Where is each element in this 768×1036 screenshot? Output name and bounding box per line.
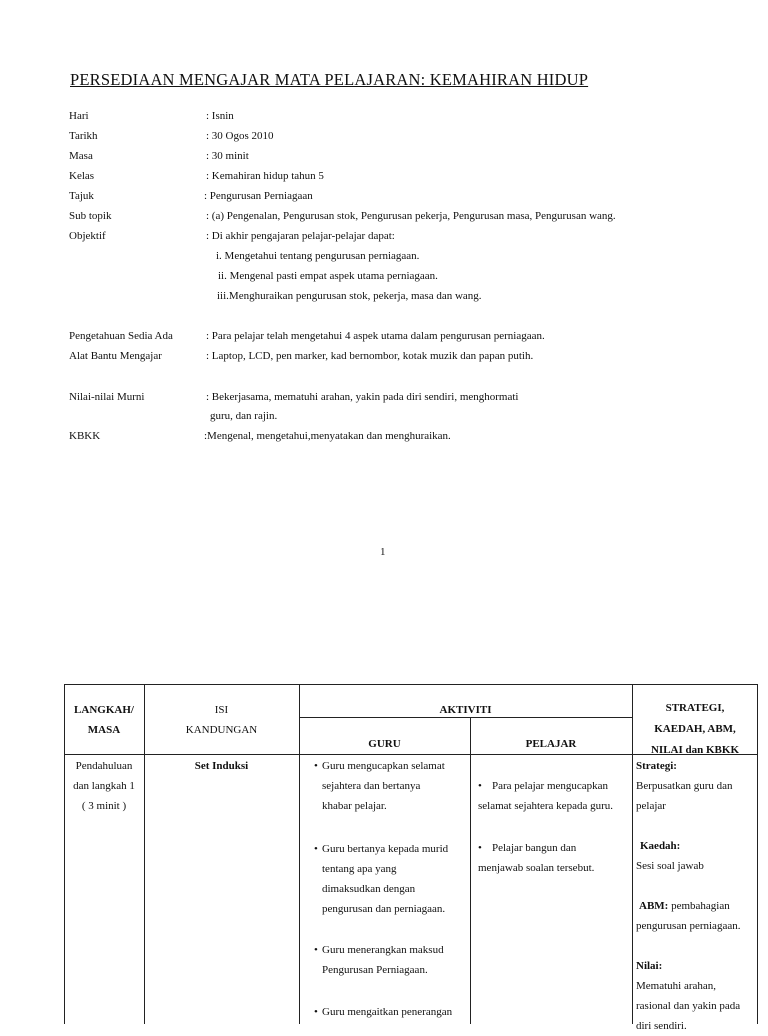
- objective-item: iii.Menghuraikan pengurusan stok, pekerja, masa dan wang.: [217, 290, 482, 302]
- info-row-kelas: [69, 170, 759, 186]
- info-label: Kelas: [69, 170, 95, 182]
- cell-isi: Set Induksi: [194, 760, 249, 772]
- info-value: : Bekerjasama, mematuhi arahan, yakin pada diri sendiri, menghormati: [206, 391, 519, 403]
- lesson-plan-table: [64, 684, 758, 1032]
- bullet-text: Pengurusan Perniagaan.: [322, 964, 428, 976]
- guru-bullet: [314, 839, 469, 919]
- abm-text: pengurusan perniagaan.: [636, 920, 741, 932]
- info-label: KBKK: [69, 430, 101, 442]
- kaedah-label: Kaedah:: [640, 840, 681, 852]
- bullet-text: tentang apa yang: [322, 863, 397, 875]
- cell-langkah: [64, 756, 144, 816]
- header-guru: GURU: [368, 738, 401, 750]
- bullet-text: Guru mengucapkan selamat: [322, 760, 445, 772]
- table-divider: [470, 717, 471, 1024]
- nilai-text: diri sendiri.: [636, 1020, 687, 1032]
- header-langkah: [64, 700, 144, 740]
- document-title: PERSEDIAAN MENGAJAR MATA PELAJARAN: KEMAHIRAN HIDUP: [70, 70, 589, 89]
- info-row-subtopik: [69, 210, 759, 226]
- header-text: KAEDAH, ABM,: [654, 723, 736, 735]
- info-row-pengetahuan: [69, 330, 759, 346]
- bullet-icon: •: [314, 843, 318, 855]
- kaedah-text: Sesi soal jawab: [636, 860, 704, 872]
- info-value: : 30 Ogos 2010: [206, 130, 274, 142]
- info-value: : Pengurusan Perniagaan: [204, 190, 313, 202]
- info-value: : (a) Pengenalan, Pengurusan stok, Pengurusan pekerja, Pengurusan masa, Pengurusan wang.: [206, 210, 616, 222]
- cell-strategi: [636, 756, 756, 1036]
- header-text: NILAI dan KBKK: [650, 744, 740, 756]
- bullet-text: dimaksudkan dengan: [322, 883, 416, 895]
- guru-bullet: [314, 940, 469, 980]
- bullet-text: Pelajar bangun dan: [492, 842, 577, 854]
- info-row-hari: [69, 110, 759, 126]
- header-text: ISI: [214, 704, 229, 716]
- info-value: : Kemahiran hidup tahun 5: [206, 170, 324, 182]
- strategi-text: Berpusatkan guru dan: [636, 780, 733, 792]
- abm-text: pembahagian: [668, 900, 730, 912]
- info-label: Sub topik: [69, 210, 112, 222]
- header-text: MASA: [87, 724, 121, 736]
- info-label: Tajuk: [69, 190, 94, 202]
- bullet-icon: •: [314, 1006, 318, 1018]
- info-value: : Laptop, LCD, pen marker, kad bernombor, kotak muzik dan papan putih.: [206, 350, 534, 362]
- objective-item: i. Mengetahui tentang pengurusan perniagaan.: [216, 250, 420, 262]
- bullet-text: Guru bertanya kepada murid: [322, 843, 449, 855]
- info-row-tajuk: [69, 190, 759, 206]
- bullet-text: Guru mengaitkan penerangan: [322, 1006, 453, 1018]
- bullet-text: sejahtera dan bertanya: [322, 780, 421, 792]
- info-value: : Para pelajar telah mengetahui 4 aspek utama dalam pengurusan perniagaan.: [206, 330, 545, 342]
- nilai-label: Nilai:: [636, 960, 663, 972]
- cell-text: Pendahuluan: [75, 760, 133, 772]
- guru-bullet: [314, 756, 469, 816]
- bullet-text: Para pelajar mengucapkan: [492, 780, 609, 792]
- info-label: Pengetahuan Sedia Ada: [69, 330, 173, 342]
- table-border: [64, 684, 758, 685]
- strategi-label: Strategi:: [636, 760, 677, 772]
- info-label: Masa: [69, 150, 93, 162]
- info-value: :Mengenal, mengetahui,menyatakan dan menghuraikan.: [204, 430, 451, 442]
- header-isi: [144, 700, 299, 740]
- header-text: KANDUNGAN: [185, 724, 258, 736]
- pelajar-bullet: [478, 838, 630, 878]
- info-row-abm: [69, 350, 759, 366]
- nilai-text: rasional dan yakin pada: [636, 1000, 741, 1012]
- cell-text: ( 3 minit ): [81, 800, 127, 812]
- bullet-icon: •: [314, 760, 318, 772]
- header-text: LANGKAH/: [74, 704, 134, 716]
- bullet-text: Guru menerangkan maksud: [322, 944, 444, 956]
- info-label: Hari: [69, 110, 89, 122]
- info-label: Objektif: [69, 230, 106, 242]
- page-number: 1: [380, 546, 386, 558]
- nilai-text: Mematuhi arahan,: [636, 980, 717, 992]
- bullet-text: menjawab soalan tersebut.: [478, 862, 595, 874]
- info-row-masa: [69, 150, 759, 166]
- bullet-icon: •: [478, 842, 482, 854]
- info-row-objektif: [69, 230, 759, 246]
- bullet-text: pengurusan dan perniagaan.: [322, 903, 446, 915]
- bullet-icon: •: [314, 944, 318, 956]
- bullet-text: selamat sejahtera kepada guru.: [478, 800, 613, 812]
- bullet-icon: •: [478, 780, 482, 792]
- cell-text: dan langkah 1: [73, 780, 135, 792]
- strategi-text: pelajar: [636, 800, 666, 812]
- info-label: Alat Bantu Mengajar: [69, 350, 162, 362]
- header-strategi: [632, 698, 758, 761]
- info-value-continued: guru, dan rajin.: [210, 410, 278, 422]
- abm-label: ABM:: [639, 900, 669, 912]
- info-row-kbkk: [69, 430, 759, 446]
- info-label: Tarikh: [69, 130, 98, 142]
- objective-item: ii. Mengenal pasti empat aspek utama perniagaan.: [218, 270, 438, 282]
- info-row-tarikh: [69, 130, 759, 146]
- info-value: : Isnin: [206, 110, 234, 122]
- pelajar-bullet: [478, 776, 630, 816]
- info-value: : Di akhir pengajaran pelajar-pelajar dapat:: [206, 230, 395, 242]
- bullet-text: khabar pelajar.: [322, 800, 387, 812]
- info-value: : 30 minit: [206, 150, 249, 162]
- info-label: Nilai-nilai Murni: [69, 391, 145, 403]
- info-row-nilai: [69, 391, 759, 407]
- header-text: STRATEGI,: [665, 702, 725, 714]
- header-aktiviti: AKTIVITI: [439, 704, 492, 716]
- guru-bullet: [314, 1002, 469, 1022]
- abm-line: [636, 896, 756, 916]
- header-pelajar: PELAJAR: [525, 738, 577, 750]
